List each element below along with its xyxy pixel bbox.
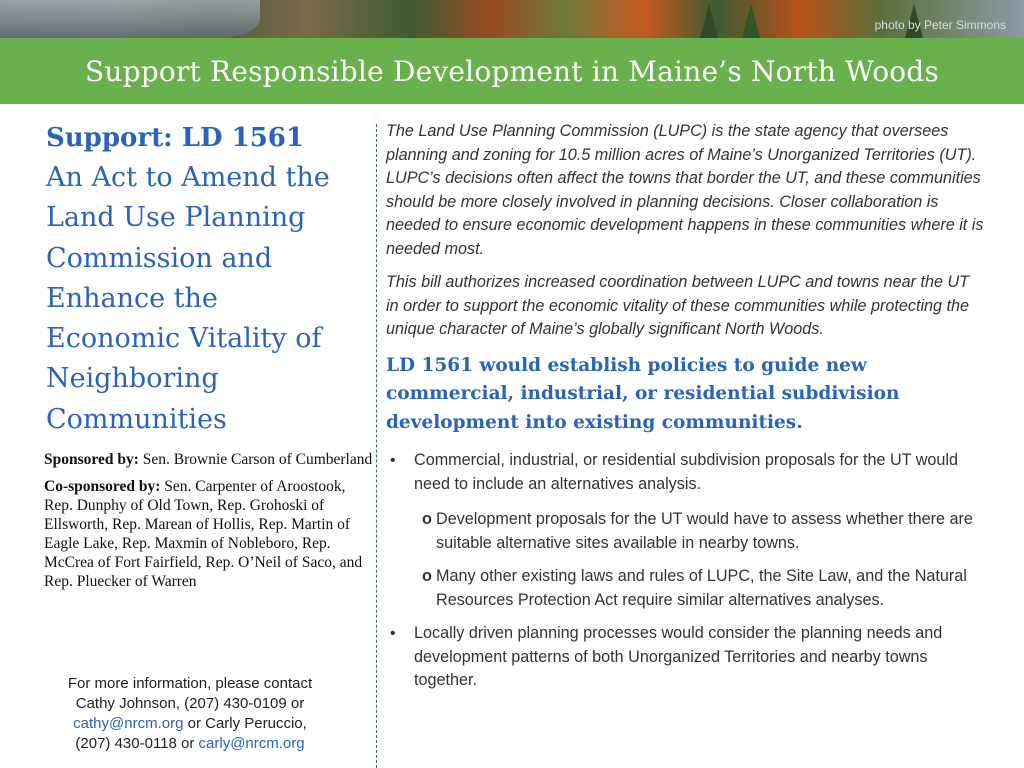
photo-credit: photo by Peter Simmons xyxy=(874,18,1006,32)
sub-bullet-icon: o xyxy=(422,510,432,528)
tree-shape xyxy=(742,4,760,38)
banner-title: Support Responsible Development in Maine’s North Woods xyxy=(84,54,939,88)
email-link-carly[interactable]: carly@nrcm.org xyxy=(198,735,305,752)
cosponsored-by xyxy=(44,477,374,591)
contact-line xyxy=(40,734,340,754)
sub-list-item xyxy=(386,508,986,555)
cosponsored-label: Co-sponsored by: xyxy=(44,478,161,495)
contact-info xyxy=(40,674,340,754)
sponsored-label: Sponsored by: xyxy=(44,451,139,468)
column-divider xyxy=(376,124,377,768)
sub-bullet-text: Development proposals for the UT would have to assess whether there are suitable alternative sites available in nearby towns. xyxy=(436,510,973,552)
bullet-icon: • xyxy=(390,625,396,642)
bullet-text: Locally driven planning processes would consider the planning needs and development patterns of both Unorganized Territories and nearby towns together. xyxy=(414,624,943,689)
tree-shape xyxy=(700,4,718,38)
act-title-line: Land Use Planning xyxy=(46,202,306,234)
header-photo xyxy=(0,0,1024,38)
bill-title-block xyxy=(46,118,368,440)
email-link-cathy[interactable]: cathy@nrcm.org xyxy=(73,715,184,732)
sponsored-text: Sen. Brownie Carson of Cumberland xyxy=(138,451,373,468)
contact-line xyxy=(40,714,340,734)
contact-phone: (207) 430-0118 or xyxy=(75,735,199,752)
contact-line: Cathy Johnson, (207) 430-0109 or xyxy=(75,695,305,712)
rock-outcrop xyxy=(0,0,260,38)
intro-paragraph: The Land Use Planning Commission (LUPC) is the state agency that oversees planning and zoning for 10.5 million acres of Maine’s Unorganized Territories (UT). LUPC’s decisions often affect the towns that border the UT, and these communities should be more closely involved in planning decisions. Closer collaboration is needed to ensure economic development happens in these communities where it is needed most. xyxy=(386,122,984,258)
sub-list-item xyxy=(386,565,986,612)
sub-bullet-text: Many other existing laws and rules of LUPC, the Site Law, and the Natural Resources Protection Act require similar alternatives analyses. xyxy=(436,567,967,609)
bullet-icon: • xyxy=(390,452,396,469)
bullet-text: Commercial, industrial, or residential subdivision proposals for the UT would need to include an alternatives analysis. xyxy=(414,451,959,493)
contact-line: For more information, please contact xyxy=(67,675,313,692)
sponsors xyxy=(44,450,374,599)
act-title-line: Commission and xyxy=(46,242,273,274)
act-title-line: Neighboring xyxy=(46,363,219,395)
key-point-heading: LD 1561 would establish policies to guide new commercial, industrial, or residential subdivision development into existing communities. xyxy=(386,354,900,433)
cosponsored-text: Sen. Carpenter of Aroostook, Rep. Dunphy of Old Town, Rep. Grohoski of Ellsworth, Rep. Marean of Hollis, Rep. Martin of Eagle Lake, Rep. Maxmin of Nobleboro, Rep. McCrea of Fort Fairfield, Rep. O’Neil of Saco, and Rep. Pluecker of Warren xyxy=(44,478,363,590)
sponsored-by xyxy=(44,450,374,469)
act-title-line: An Act to Amend the xyxy=(46,162,330,193)
bill-summary-paragraph: This bill authorizes increased coordination between LUPC and towns near the UT in order to support the economic vitality of these communities while protecting the unique character of Maine’s globally significant North Woods. xyxy=(386,273,970,338)
bill-description xyxy=(386,120,986,705)
list-item xyxy=(386,622,986,693)
act-title-line: Economic Vitality of xyxy=(46,323,322,355)
contact-mid: or Carly Peruccio, xyxy=(183,715,307,732)
act-title-line: Enhance the xyxy=(46,282,218,314)
list-item xyxy=(386,449,986,496)
act-title-line: Communities xyxy=(46,403,227,435)
sub-bullet-icon: o xyxy=(422,567,432,585)
bill-number: Support: LD 1561 xyxy=(46,123,304,153)
title-banner xyxy=(0,38,1024,104)
